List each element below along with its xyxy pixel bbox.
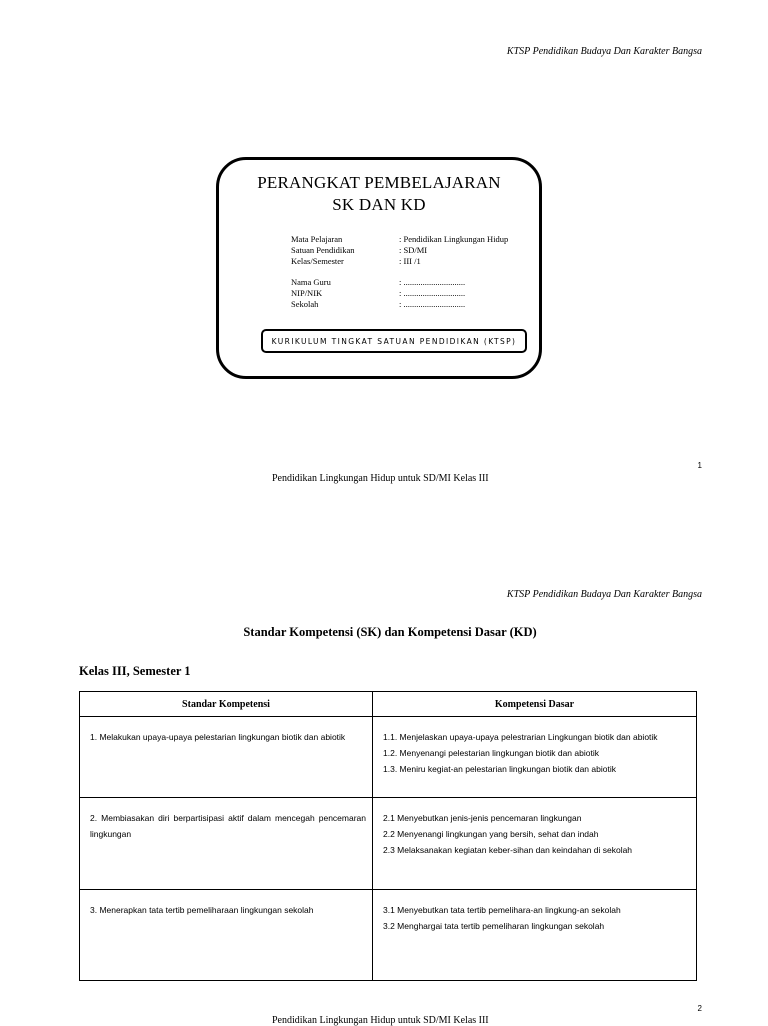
table-row [80, 890, 697, 981]
kd-item: 2.1 Menyebutkan jenis-jenis pencemaran lingkungan [383, 813, 582, 823]
table-header-row [80, 692, 697, 717]
page2-number: 2 [697, 1004, 702, 1013]
kd-cell [373, 717, 697, 798]
sk-cell [80, 890, 373, 981]
info-label: Kelas/Semester [291, 256, 344, 266]
page2-footer-note: Pendidikan Lingkungan Hidup untuk SD/MI Kelas III [272, 1015, 489, 1026]
kd-item: 3.2 Menghargai tata tertib pemeliharan lingkungan sekolah [383, 921, 605, 931]
kd-item: 1.1. Menjelaskan upaya-upaya pelestrarian Lingkungan biotik dan abiotik [383, 732, 658, 742]
kd-item: 1.2. Menyenangi pelestarian lingkungan biotik dan abiotik [383, 748, 599, 758]
info-row-sekolah [291, 299, 465, 310]
info-value: : ............................. [399, 277, 466, 287]
cover-box [216, 157, 542, 379]
info-row-mata-pelajaran [291, 234, 508, 245]
info-value: : ............................. [399, 288, 466, 298]
sk-cell [80, 798, 373, 890]
info-label: Satuan Pendidikan [291, 245, 355, 255]
cover-title-line1: PERANGKAT PEMBELAJARAN [257, 173, 501, 192]
kd-item: 2.2 Menyenangi lingkungan yang bersih, sehat dan indah [383, 829, 599, 839]
table-row [80, 717, 697, 798]
section-title: Standar Kompetensi (SK) dan Kompetensi Dasar (KD) [243, 625, 537, 639]
info-label: NIP/NIK [291, 288, 323, 298]
info-value: : SD/MI [399, 245, 428, 255]
curriculum-label-box: KURIKULUM TINGKAT SATUAN PENDIDIKAN (KTSP) [261, 329, 527, 353]
page1-footer-note: Pendidikan Lingkungan Hidup untuk SD/MI Kelas III [272, 473, 489, 484]
info-value: : Pendidikan Lingkungan Hidup [399, 234, 509, 244]
info-label: Mata Pelajaran [291, 234, 343, 244]
page2-header-note: KTSP Pendidikan Budaya Dan Karakter Bangsa [506, 589, 702, 600]
sk-text: 3. Menerapkan tata tertib pemeliharaan lingkungan sekolah [90, 905, 314, 915]
info-row-nip-nik [291, 288, 465, 299]
header-kompetensi-dasar: Kompetensi Dasar [373, 692, 697, 717]
kd-item: 1.3. Meniru kegiat-an pelestarian lingkungan biotik dan abiotik [383, 764, 616, 774]
header-standar-kompetensi: Standar Kompetensi [80, 692, 373, 717]
table-row [80, 798, 697, 890]
sk-kd-table [79, 691, 697, 981]
info-label: Sekolah [291, 299, 319, 309]
kd-cell [373, 890, 697, 981]
kd-item: 3.1 Menyebutkan tata tertib pemelihara-an lingkung-an sekolah [383, 905, 621, 915]
info-row-satuan-pendidikan [291, 245, 427, 256]
kd-cell [373, 798, 697, 890]
kd-item: 2.3 Melaksanakan kegiatan keber-sihan dan keindahan di sekolah [383, 845, 633, 855]
sk-cell [80, 717, 373, 798]
cover-title-line2: SK DAN KD [332, 195, 426, 214]
info-value: : III /1 [399, 256, 421, 266]
info-row-nama-guru [291, 277, 465, 288]
sk-text: 1. Melakukan upaya-upaya pelestarian lingkungan biotik dan abiotik [90, 732, 346, 742]
page1-number: 1 [697, 461, 702, 470]
info-value: : ............................. [399, 299, 466, 309]
info-row-kelas-semester [291, 256, 421, 267]
sk-text: 2. Membiasakan diri berpartisipasi aktif dalam mencegah pencemaran lingkungan [90, 813, 366, 839]
page1-header-note: KTSP Pendidikan Budaya Dan Karakter Bangsa [506, 46, 702, 57]
info-label: Nama Guru [291, 277, 331, 287]
kelas-semester-heading: Kelas III, Semester 1 [79, 664, 191, 678]
